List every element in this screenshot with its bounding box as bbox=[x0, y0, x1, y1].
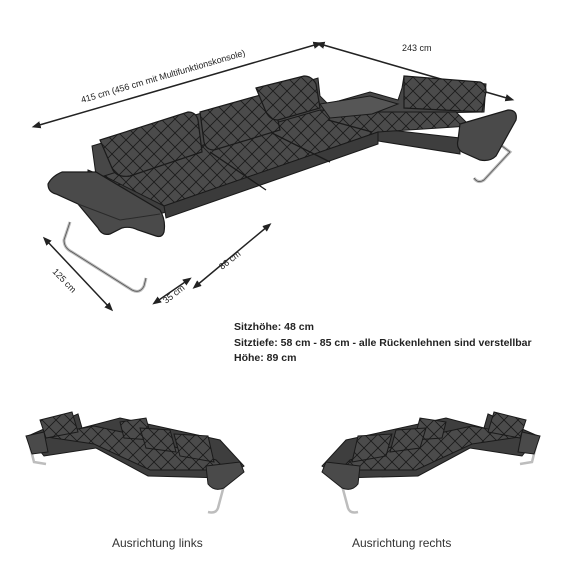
variant-right-sofa bbox=[322, 412, 540, 513]
spec-seat-height: Sitzhöhe: 48 cm bbox=[234, 321, 314, 333]
caption-right-variant: Ausrichtung rechts bbox=[352, 536, 452, 550]
variant-left-sofa bbox=[26, 412, 244, 513]
dim-label-arm: 35 cm bbox=[161, 282, 187, 306]
dim-label-seat: 86 cm bbox=[217, 248, 243, 272]
spec-list bbox=[234, 320, 532, 367]
main-sofa bbox=[48, 76, 516, 291]
spec-seat-depth: Sitztiefe: 58 cm - 85 cm - alle Rückenlehnen sind verstellbar bbox=[234, 336, 532, 349]
dim-label-side: 243 cm bbox=[402, 43, 432, 53]
dim-label-depth: 125 cm bbox=[50, 266, 79, 295]
dim-label-main: 415 cm (456 cm mit Multifunktionskonsole) bbox=[79, 47, 247, 105]
backrest-cushion-4 bbox=[404, 76, 486, 112]
caption-left-variant: Ausrichtung links bbox=[112, 536, 203, 550]
spec-height: Höhe: 89 cm bbox=[234, 352, 297, 364]
